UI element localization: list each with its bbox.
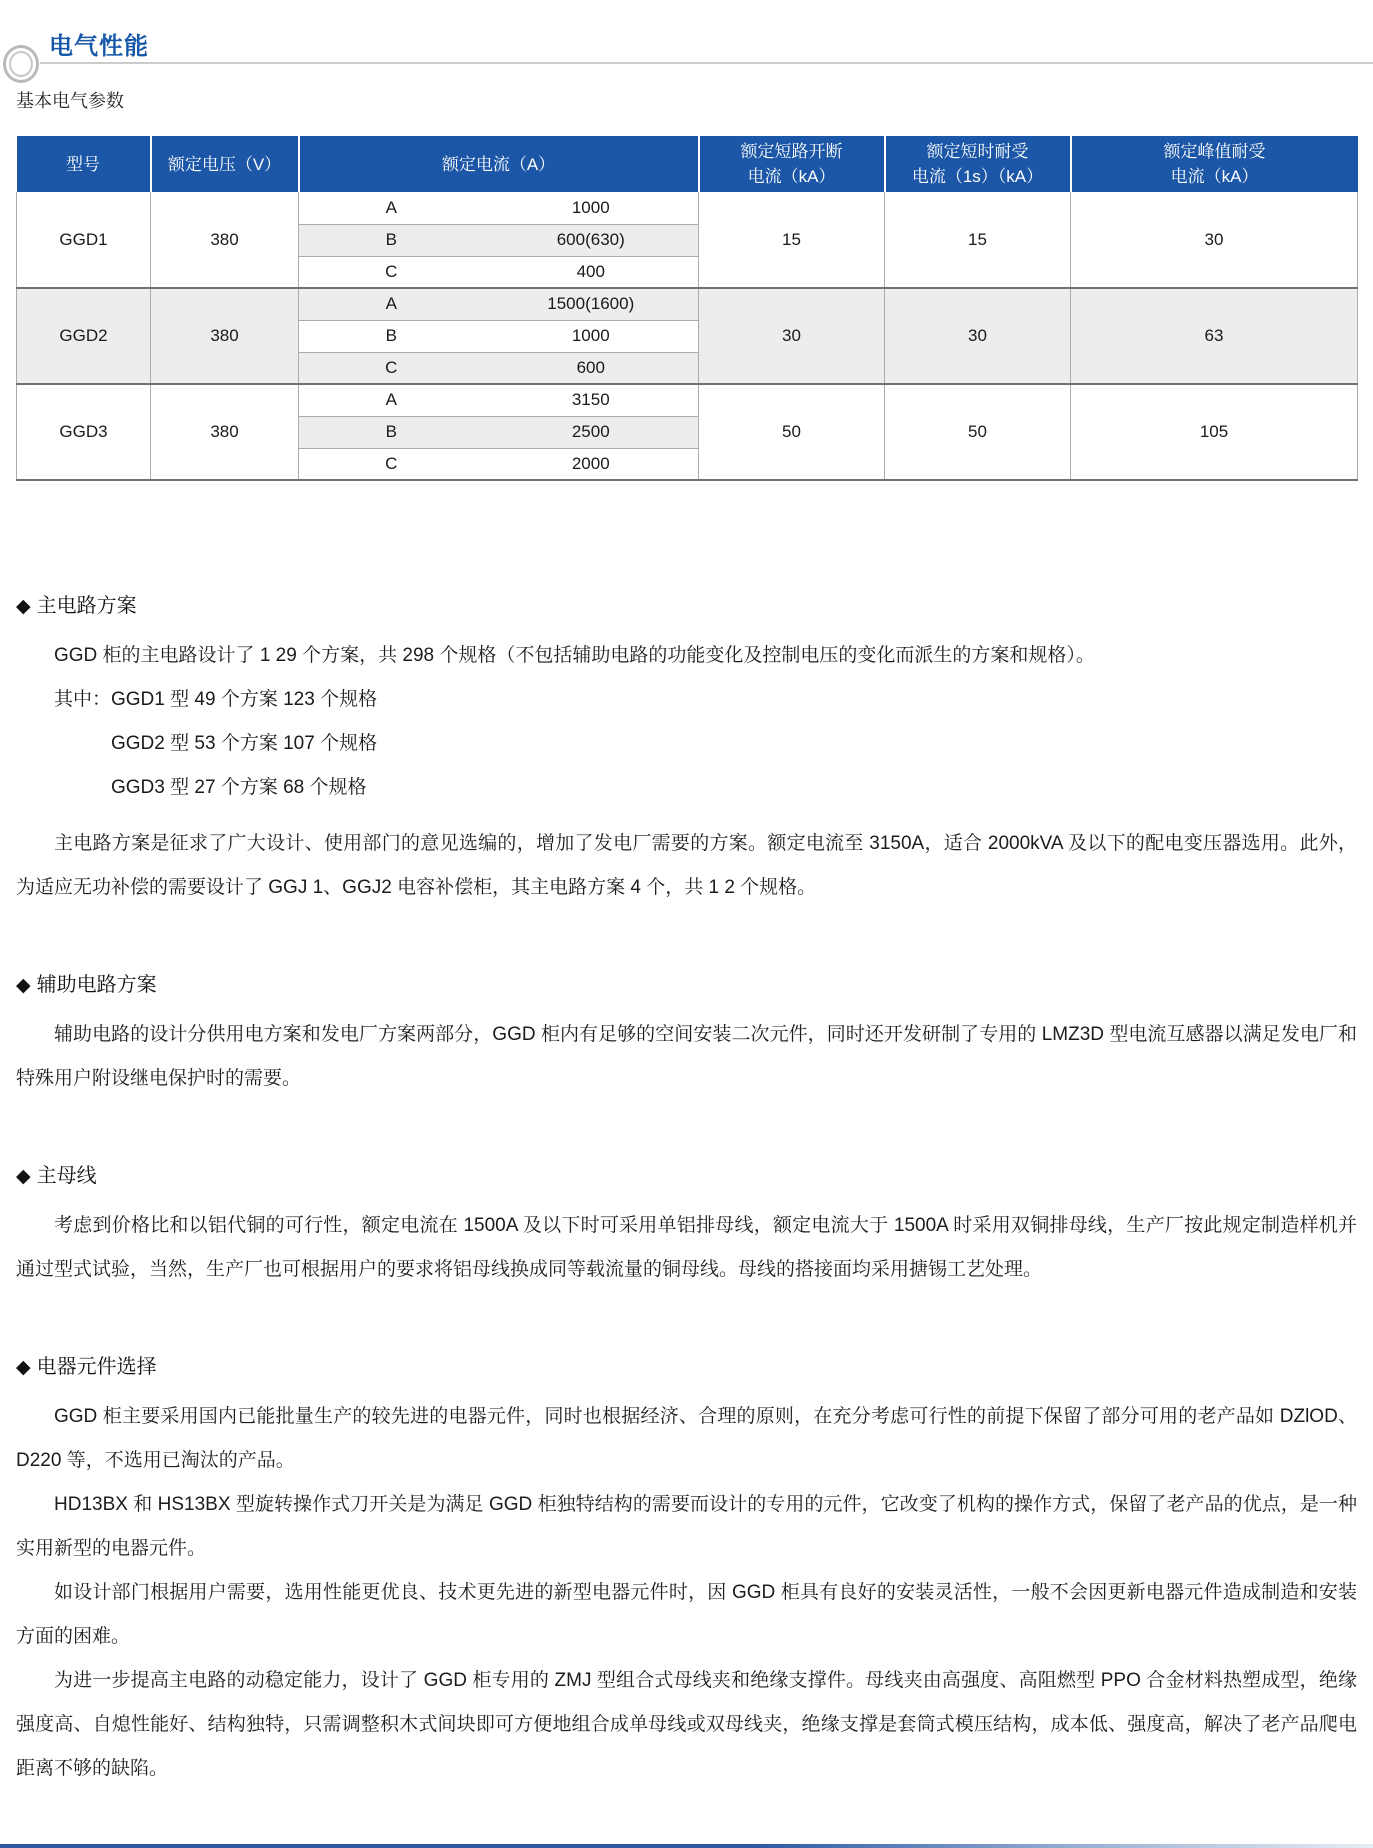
section-main-circuit xyxy=(16,591,1357,910)
table-header-row xyxy=(17,136,1358,192)
cell-current-value: 600(630) xyxy=(484,224,699,256)
header-breaking-line2: 电流（kA） xyxy=(747,167,836,186)
header-current: 额定电流（A） xyxy=(299,136,699,192)
cell-current-letter: B xyxy=(299,416,484,448)
cell-current-letter: A xyxy=(299,288,484,320)
section-heading-text: 主母线 xyxy=(36,1165,97,1187)
cell-current-value: 3150 xyxy=(484,384,699,416)
table-caption: 基本电气参数 xyxy=(16,91,124,111)
cell-current-value: 1000 xyxy=(484,320,699,352)
cell-breaking: 15 xyxy=(699,192,885,288)
cell-model: GGD1 xyxy=(17,192,151,288)
page-title: 电气性能 xyxy=(49,33,149,60)
cell-current-value: 1000 xyxy=(484,192,699,224)
cell-current-value: 400 xyxy=(484,256,699,288)
paragraph: 如设计部门根据用户需要，选用性能更优良、技术更先进的新型电器元件时，因 GGD 柜具有良好的安装灵活性，一般不会因更新电器元件造成制造和安装方面的困难。 xyxy=(16,1582,1357,1647)
cell-current-letter: C xyxy=(299,256,484,288)
list-item: GGD3 型 27 个方案 68 个规格 xyxy=(111,777,367,798)
paragraph: 辅助电路的设计分供用电方案和发电厂方案两部分，GGD 柜内有足够的空间安装二次元件，同时还开发研制了专用的 LMZ3D 型电流互感器以满足发电厂和特殊用户附设继电保护时的需要。 xyxy=(16,1024,1357,1089)
table-row xyxy=(17,384,1358,416)
ring-icon xyxy=(3,45,39,83)
header-divider xyxy=(40,62,1373,64)
section-heading xyxy=(16,1352,1357,1383)
section-auxiliary-circuit xyxy=(16,970,1357,1101)
section-heading-text: 辅助电路方案 xyxy=(36,974,157,996)
paragraph: GGD 柜的主电路设计了 1 29 个方案，共 298 个规格（不包括辅助电路的功能变化及控制电压的变化而派生的方案和规格）。 xyxy=(54,645,1095,666)
cell-current-value: 600 xyxy=(484,352,699,384)
section-heading-text: 电器元件选择 xyxy=(36,1356,157,1378)
cell-peak: 30 xyxy=(1071,192,1358,288)
list-item: GGD2 型 53 个方案 107 个规格 xyxy=(111,733,378,754)
table-row xyxy=(17,288,1358,320)
section-component-selection xyxy=(16,1352,1357,1791)
section-heading-text: 主电路方案 xyxy=(36,595,137,617)
section-heading xyxy=(16,591,1357,622)
cell-withstand: 50 xyxy=(885,384,1071,480)
cell-model: GGD2 xyxy=(17,288,151,384)
header-peak-line1: 额定峰值耐受 xyxy=(1163,142,1266,161)
cell-model: GGD3 xyxy=(17,384,151,480)
paragraph: 考虑到价格比和以铝代铜的可行性，额定电流在 1500A 及以下时可采用单铝排母线，额定电流大于 1500A 时采用双铜排母线，生产厂按此规定制造样机并通过型式试验，当然，生产厂也可根据用户的要求将铝母线换成同等载流量的铜母线。母线的搭接面均采用搪锡工艺处理。 xyxy=(16,1215,1357,1280)
cell-voltage: 380 xyxy=(151,384,299,480)
cell-current-value: 2500 xyxy=(484,416,699,448)
cell-current-letter: A xyxy=(299,384,484,416)
scheme-count-list xyxy=(16,678,1357,810)
diamond-bullet-icon: ◆ xyxy=(16,1166,31,1187)
section-main-busbar xyxy=(16,1161,1357,1292)
header-breaking-current xyxy=(699,136,885,192)
cell-current-letter: C xyxy=(299,352,484,384)
cell-breaking: 50 xyxy=(699,384,885,480)
cell-current-letter: A xyxy=(299,192,484,224)
list-item: 其中：GGD1 型 49 个方案 123 个规格 xyxy=(54,689,378,710)
cell-breaking: 30 xyxy=(699,288,885,384)
paragraph: 主电路方案是征求了广大设计、使用部门的意见选编的，增加了发电厂需要的方案。额定电流至 3150A，适合 2000kVA 及以下的配电变压器选用。此外，为适应无功补偿的需要设计了 GGJ 1、GGJ2 电容补偿柜，其主电路方案 4 个，共 1 2 个规格。 xyxy=(16,833,1357,898)
cell-voltage: 380 xyxy=(151,288,299,384)
diamond-bullet-icon: ◆ xyxy=(16,1357,31,1378)
cell-peak: 105 xyxy=(1071,384,1358,480)
header-peak-line2: 电流（kA） xyxy=(1170,167,1259,186)
cell-withstand: 30 xyxy=(885,288,1071,384)
cell-voltage: 380 xyxy=(151,192,299,288)
header-withstand-line1: 额定短时耐受 xyxy=(926,142,1029,161)
diamond-bullet-icon: ◆ xyxy=(16,975,31,996)
cell-current-letter: C xyxy=(299,448,484,480)
header-model: 型号 xyxy=(17,136,151,192)
footer-accent-bar xyxy=(0,1844,1373,1848)
header-peak-current xyxy=(1071,136,1358,192)
paragraph: HD13BX 和 HS13BX 型旋转操作式刀开关是为满足 GGD 柜独特结构的需要而设计的专用的元件，它改变了机构的操作方式，保留了老产品的优点，是一种实用新型的电器元件。 xyxy=(16,1494,1357,1559)
table-row xyxy=(17,192,1358,224)
diamond-bullet-icon: ◆ xyxy=(16,596,31,617)
header-voltage: 额定电压（V） xyxy=(151,136,299,192)
paragraph: 为进一步提高主电路的动稳定能力，设计了 GGD 柜专用的 ZMJ 型组合式母线夹和绝缘支撑件。母线夹由高强度、高阻燃型 PPO 合金材料热塑成型，绝缘强度高、自熄性能好、结构独特，只需调整积木式间块即可方便地组合成单母线或双母线夹，绝缘支撑是套筒式模压结构，成本低、强度高，解决了老产品爬电距离不够的缺陷。 xyxy=(16,1670,1357,1779)
header-withstand-current xyxy=(885,136,1071,192)
header-breaking-line1: 额定短路开断 xyxy=(740,142,843,161)
cell-current-value: 2000 xyxy=(484,448,699,480)
cell-peak: 63 xyxy=(1071,288,1358,384)
section-heading xyxy=(16,970,1357,1001)
section-heading xyxy=(16,1161,1357,1192)
paragraph: GGD 柜主要采用国内已能批量生产的较先进的电器元件，同时也根据经济、合理的原则，在充分考虑可行性的前提下保留了部分可用的老产品如 DZlOD、D220 等，不选用已淘汰的产品。 xyxy=(16,1406,1357,1471)
cell-current-letter: B xyxy=(299,224,484,256)
cell-current-value: 1500(1600) xyxy=(484,288,699,320)
header-withstand-line2: 电流（1s）（kA） xyxy=(911,167,1044,186)
page-header xyxy=(0,0,1373,88)
cell-current-letter: B xyxy=(299,320,484,352)
electrical-parameters-table xyxy=(16,136,1358,481)
cell-withstand: 15 xyxy=(885,192,1071,288)
